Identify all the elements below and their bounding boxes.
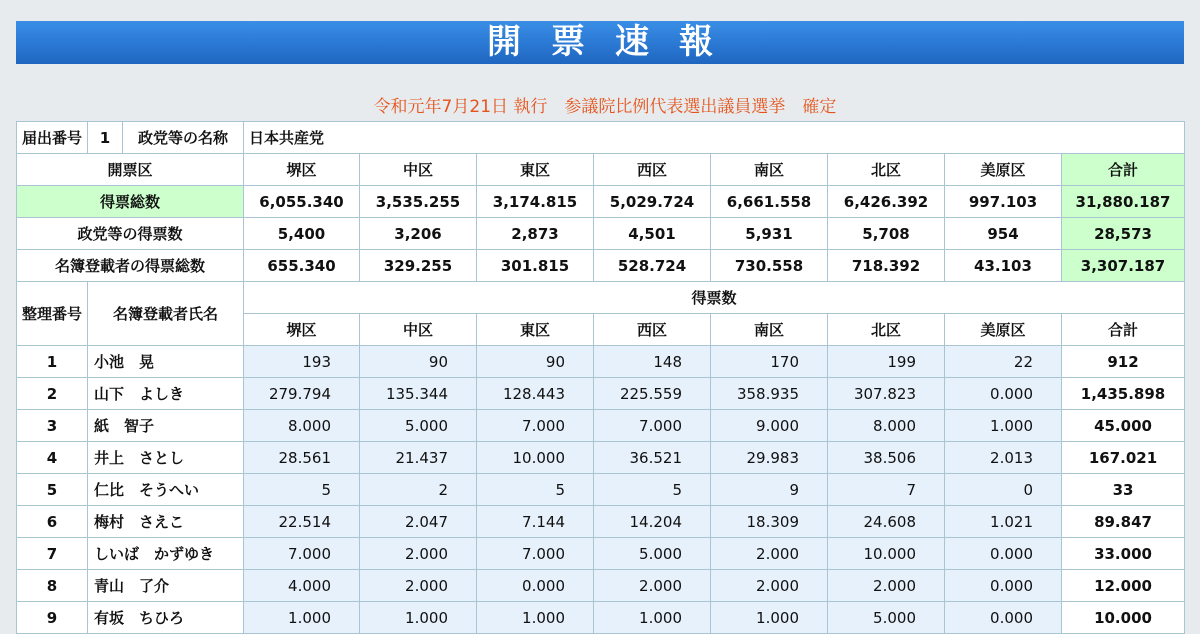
candidate-district-header-5: 南区 xyxy=(711,314,828,346)
candidate-vote: 5.000 xyxy=(594,538,711,570)
candidate-name: 井上 さとし xyxy=(88,442,244,474)
candidate-row xyxy=(17,442,1185,474)
candidate-vote: 193 xyxy=(244,346,360,378)
candidate-vote: 1.000 xyxy=(244,602,360,634)
summary-value: 301.815 xyxy=(477,250,594,282)
candidate-name-header: 名簿登載者氏名 xyxy=(88,282,244,346)
candidate-district-header-1: 堺区 xyxy=(244,314,360,346)
candidate-vote: 1.000 xyxy=(360,602,477,634)
candidate-district-header-3: 東区 xyxy=(477,314,594,346)
candidate-row xyxy=(17,570,1185,602)
candidate-name: 有坂 ちひろ xyxy=(88,602,244,634)
election-subtitle: 令和元年7月21日 執行 参議院比例代表選出議員選挙 確定 xyxy=(373,97,837,117)
candidate-vote: 14.204 xyxy=(594,506,711,538)
candidate-vote: 5 xyxy=(244,474,360,506)
candidate-vote: 128.443 xyxy=(477,378,594,410)
party-info-row xyxy=(17,122,1185,154)
summary-value: 3,535.255 xyxy=(360,186,477,218)
candidate-vote: 28.561 xyxy=(244,442,360,474)
candidate-vote: 307.823 xyxy=(828,378,945,410)
candidate-total: 10.000 xyxy=(1062,602,1185,634)
summary-value: 43.103 xyxy=(945,250,1062,282)
candidate-number: 1 xyxy=(17,346,88,378)
candidate-vote: 7.144 xyxy=(477,506,594,538)
summary-value: 954 xyxy=(945,218,1062,250)
summary-value: 6,426.392 xyxy=(828,186,945,218)
candidate-vote: 2.000 xyxy=(360,538,477,570)
summary-value: 730.558 xyxy=(711,250,828,282)
candidate-district-header-7: 美原区 xyxy=(945,314,1062,346)
candidate-vote: 225.559 xyxy=(594,378,711,410)
candidate-total: 912 xyxy=(1062,346,1185,378)
candidate-vote: 2.000 xyxy=(711,538,828,570)
candidate-district-header-6: 北区 xyxy=(828,314,945,346)
candidate-vote: 7.000 xyxy=(244,538,360,570)
candidate-vote: 358.935 xyxy=(711,378,828,410)
summary-value: 655.340 xyxy=(244,250,360,282)
candidate-vote: 4.000 xyxy=(244,570,360,602)
candidate-vote: 1.000 xyxy=(477,602,594,634)
candidate-number: 8 xyxy=(17,570,88,602)
candidate-row xyxy=(17,378,1185,410)
candidate-vote: 8.000 xyxy=(828,410,945,442)
candidate-district-header-4: 西区 xyxy=(594,314,711,346)
district-header-label: 開票区 xyxy=(17,154,244,186)
summary-label: 政党等の得票数 xyxy=(17,218,244,250)
candidate-vote: 2.013 xyxy=(945,442,1062,474)
candidate-row xyxy=(17,602,1185,634)
candidate-total: 167.021 xyxy=(1062,442,1185,474)
candidate-number: 6 xyxy=(17,506,88,538)
candidate-vote: 18.309 xyxy=(711,506,828,538)
candidate-vote: 0.000 xyxy=(477,570,594,602)
candidate-number: 2 xyxy=(17,378,88,410)
candidate-vote: 5.000 xyxy=(828,602,945,634)
candidate-vote: 29.983 xyxy=(711,442,828,474)
candidate-vote: 0.000 xyxy=(945,570,1062,602)
summary-value: 6,661.558 xyxy=(711,186,828,218)
candidate-number: 4 xyxy=(17,442,88,474)
candidate-total: 12.000 xyxy=(1062,570,1185,602)
district-header-6: 北区 xyxy=(828,154,945,186)
candidate-name: しいば かずゆき xyxy=(88,538,244,570)
candidate-vote: 7.000 xyxy=(594,410,711,442)
candidate-name: 仁比 そうへい xyxy=(88,474,244,506)
candidate-vote: 9 xyxy=(711,474,828,506)
candidate-vote: 7.000 xyxy=(477,410,594,442)
candidate-vote: 22 xyxy=(945,346,1062,378)
summary-value: 5,931 xyxy=(711,218,828,250)
candidate-vote: 24.608 xyxy=(828,506,945,538)
summary-value: 6,055.340 xyxy=(244,186,360,218)
candidate-vote: 21.437 xyxy=(360,442,477,474)
summary-value: 5,400 xyxy=(244,218,360,250)
candidate-number: 5 xyxy=(17,474,88,506)
candidate-vote: 5.000 xyxy=(360,410,477,442)
candidate-vote: 0.000 xyxy=(945,378,1062,410)
candidate-vote: 0.000 xyxy=(945,602,1062,634)
candidate-row xyxy=(17,346,1185,378)
summary-value: 329.255 xyxy=(360,250,477,282)
candidate-vote: 2 xyxy=(360,474,477,506)
summary-row xyxy=(17,218,1185,250)
district-header-3: 東区 xyxy=(477,154,594,186)
district-header-4: 西区 xyxy=(594,154,711,186)
candidate-vote: 2.047 xyxy=(360,506,477,538)
candidate-vote: 170 xyxy=(711,346,828,378)
party-number-label: 届出番号 xyxy=(17,122,88,154)
summary-value: 5,708 xyxy=(828,218,945,250)
summary-total: 3,307.187 xyxy=(1062,250,1185,282)
party-name-label: 政党等の名称 xyxy=(123,122,244,154)
candidate-total-header: 合計 xyxy=(1062,314,1185,346)
summary-value: 4,501 xyxy=(594,218,711,250)
candidate-row xyxy=(17,538,1185,570)
summary-row xyxy=(17,186,1185,218)
seq-header: 整理番号 xyxy=(17,282,88,346)
candidate-total: 45.000 xyxy=(1062,410,1185,442)
summary-total: 28,573 xyxy=(1062,218,1185,250)
candidate-name: 小池 晃 xyxy=(88,346,244,378)
candidate-vote: 1.000 xyxy=(594,602,711,634)
candidate-name: 紙 智子 xyxy=(88,410,244,442)
candidate-vote: 10.000 xyxy=(477,442,594,474)
district-header-1: 堺区 xyxy=(244,154,360,186)
candidate-row xyxy=(17,506,1185,538)
summary-value: 5,029.724 xyxy=(594,186,711,218)
candidate-vote: 1.000 xyxy=(945,410,1062,442)
candidate-total: 33 xyxy=(1062,474,1185,506)
summary-value: 3,206 xyxy=(360,218,477,250)
summary-value: 718.392 xyxy=(828,250,945,282)
district-header-2: 中区 xyxy=(360,154,477,186)
page-banner xyxy=(16,21,1184,64)
party-name: 日本共産党 xyxy=(244,122,1185,154)
candidate-vote: 7.000 xyxy=(477,538,594,570)
candidate-vote: 279.794 xyxy=(244,378,360,410)
summary-value: 528.724 xyxy=(594,250,711,282)
candidate-row xyxy=(17,410,1185,442)
candidate-vote: 10.000 xyxy=(828,538,945,570)
candidate-total: 33.000 xyxy=(1062,538,1185,570)
candidate-row xyxy=(17,474,1185,506)
candidate-vote: 1.021 xyxy=(945,506,1062,538)
candidate-district-header-2: 中区 xyxy=(360,314,477,346)
results-table-body xyxy=(17,122,1185,634)
candidate-header-row xyxy=(17,282,1185,314)
summary-label: 名簿登載者の得票総数 xyxy=(17,250,244,282)
candidate-total: 89.847 xyxy=(1062,506,1185,538)
summary-row xyxy=(17,250,1185,282)
district-header-5: 南区 xyxy=(711,154,828,186)
candidate-vote: 22.514 xyxy=(244,506,360,538)
candidate-vote: 2.000 xyxy=(594,570,711,602)
candidate-vote: 7 xyxy=(828,474,945,506)
party-number: 1 xyxy=(88,122,123,154)
candidate-vote: 1.000 xyxy=(711,602,828,634)
district-header-row xyxy=(17,154,1185,186)
page-title: 開票速報 xyxy=(487,22,743,62)
candidate-vote: 90 xyxy=(360,346,477,378)
candidate-vote: 199 xyxy=(828,346,945,378)
results-table xyxy=(16,121,1185,634)
candidate-vote: 148 xyxy=(594,346,711,378)
candidate-vote: 0.000 xyxy=(945,538,1062,570)
candidate-vote: 90 xyxy=(477,346,594,378)
candidate-vote: 2.000 xyxy=(828,570,945,602)
summary-value: 3,174.815 xyxy=(477,186,594,218)
candidate-vote: 0 xyxy=(945,474,1062,506)
district-total-header: 合計 xyxy=(1062,154,1185,186)
summary-value: 2,873 xyxy=(477,218,594,250)
candidate-vote: 8.000 xyxy=(244,410,360,442)
candidate-number: 7 xyxy=(17,538,88,570)
candidate-vote: 9.000 xyxy=(711,410,828,442)
summary-value: 997.103 xyxy=(945,186,1062,218)
candidate-name: 梅村 さえこ xyxy=(88,506,244,538)
candidate-number: 3 xyxy=(17,410,88,442)
candidate-total: 1,435.898 xyxy=(1062,378,1185,410)
candidate-vote: 5 xyxy=(594,474,711,506)
summary-label: 得票総数 xyxy=(17,186,244,218)
candidate-vote: 2.000 xyxy=(360,570,477,602)
candidate-name: 青山 了介 xyxy=(88,570,244,602)
candidate-name: 山下 よしき xyxy=(88,378,244,410)
candidate-vote: 2.000 xyxy=(711,570,828,602)
district-header-7: 美原区 xyxy=(945,154,1062,186)
summary-total: 31,880.187 xyxy=(1062,186,1185,218)
candidate-vote: 36.521 xyxy=(594,442,711,474)
candidate-vote: 135.344 xyxy=(360,378,477,410)
candidate-vote: 5 xyxy=(477,474,594,506)
candidate-vote: 38.506 xyxy=(828,442,945,474)
votes-header: 得票数 xyxy=(244,282,1185,314)
candidate-number: 9 xyxy=(17,602,88,634)
